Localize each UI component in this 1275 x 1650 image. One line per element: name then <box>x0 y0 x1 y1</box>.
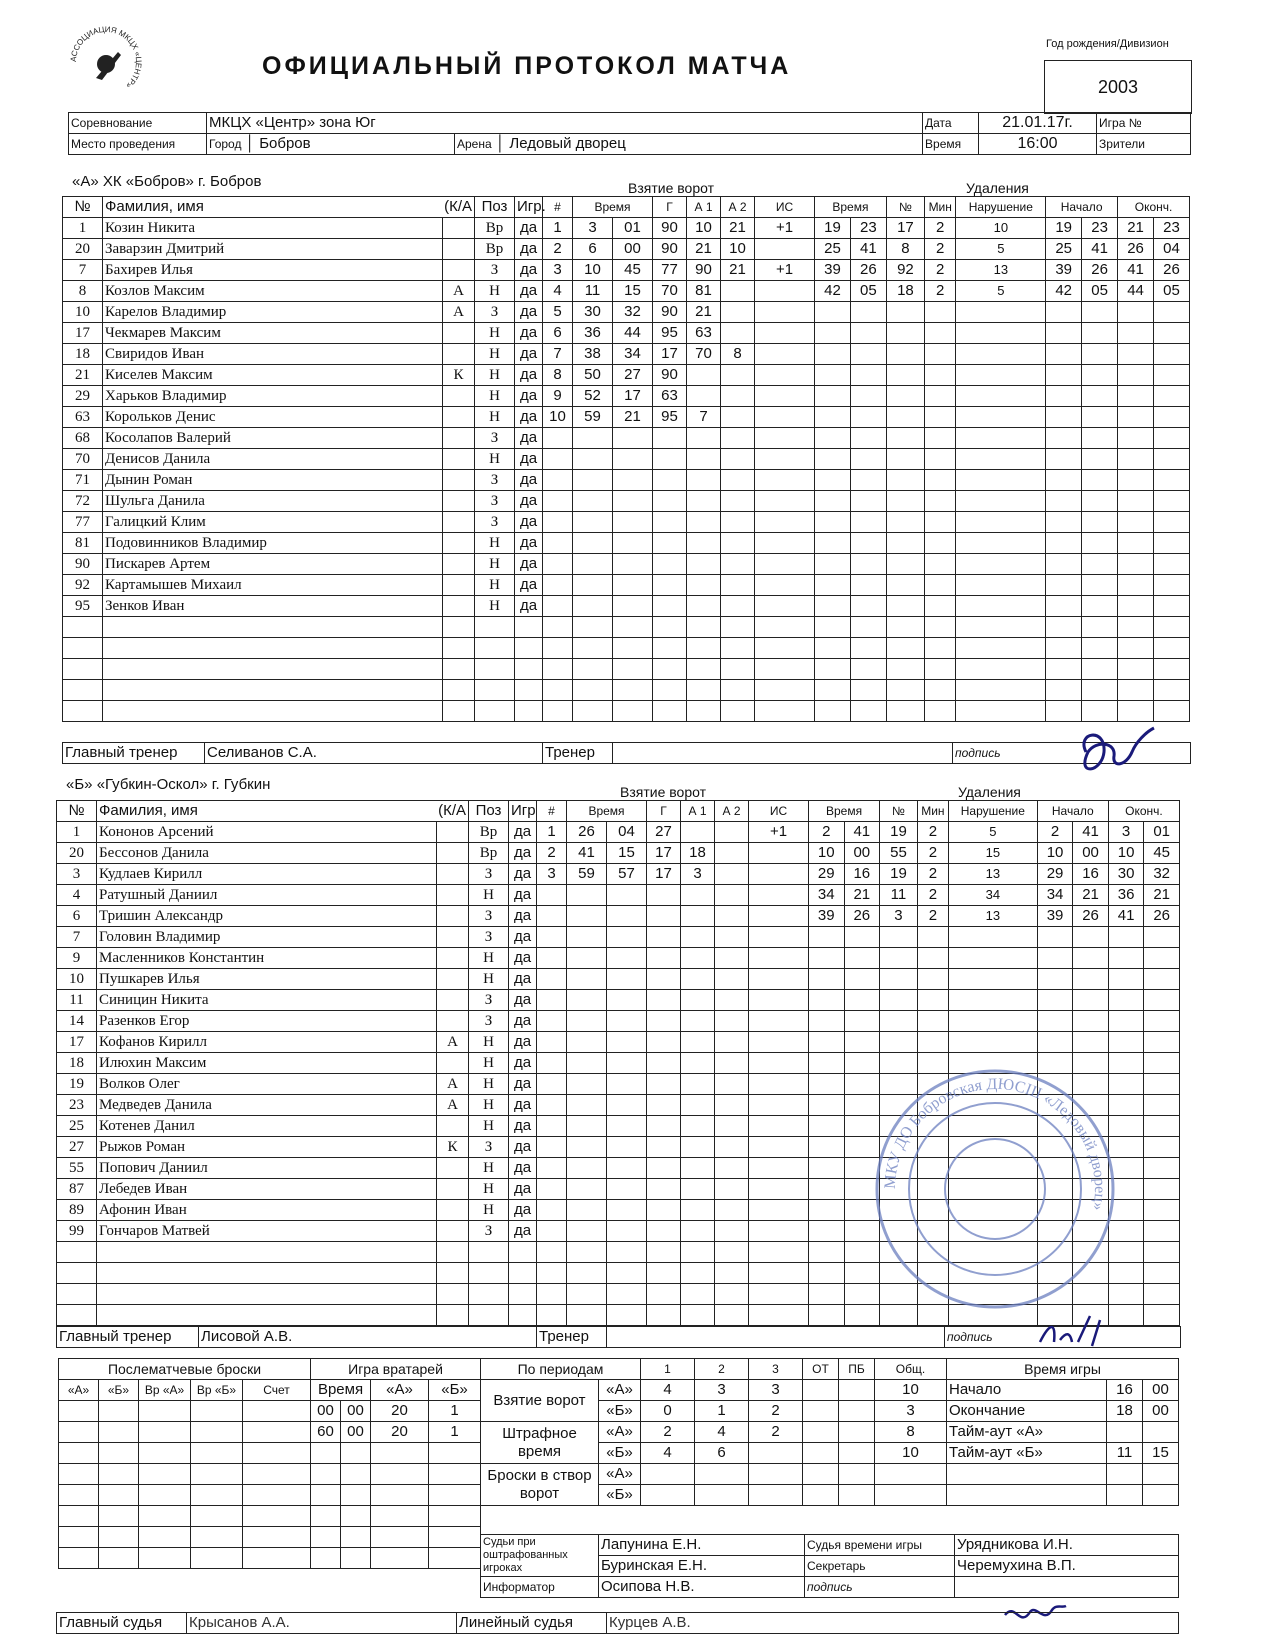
organization-stamp <box>870 1064 1120 1314</box>
secretary-label: Секретарь <box>805 1556 955 1577</box>
team-a-coach-row <box>62 742 1191 764</box>
penalty-row <box>815 470 1190 491</box>
goal-row <box>543 491 815 512</box>
goal-row <box>543 533 815 554</box>
penalty-row <box>815 596 1190 617</box>
goal-row <box>537 1158 809 1179</box>
penalty-row <box>815 302 1190 323</box>
goal-row: 9 52 17 63 <box>543 386 815 407</box>
goal-row: 3 59 57 17 3 <box>537 864 809 885</box>
goal-row <box>537 1053 809 1074</box>
goal-row <box>537 990 809 1011</box>
game-time-table: Время игры Начало 16 00 Окончание 18 00 Тайм-аут «А» Тайм-аут «Б» 11 15 <box>946 1358 1179 1506</box>
penalty-row <box>809 1011 1180 1032</box>
player-row: 6 Тришин Александр З да <box>57 906 537 927</box>
goal-row: 4 11 15 70 81 <box>543 281 815 302</box>
goal-row <box>543 512 815 533</box>
penalty-row <box>809 948 1180 969</box>
penalty-row <box>815 575 1190 596</box>
linesman-value: Курцев А.В. <box>607 1613 1179 1634</box>
player-row: 7 Головин Владимир З да <box>57 927 537 948</box>
year-box <box>1044 60 1192 114</box>
team-b-roster: № Фамилия, имя (К/А Поз Игр 1 Кононов Арсений Вр да 20 Бессонов Данила Вр да 3 Кудлаев Кирилл З да 4 Ратушный Даниил Н да 6 Тришин Александр З да 7 Головин Владимир З да 9 Масленников Константин Н да 10 Пушкарев Илья Н да 11 Синицин Никита З да 14 Разенков Егор З да 17 Кофанов Кирилл А Н да 18 Илюхин Максим Н да 19 Волков Олег А Н да 23 Медведев Данила А Н да 25 Котенев Данил Н да 27 Рыжов Роман К З да 55 Попович Даниил Н да 87 Лебедев Иван Н да 89 Афонин Иван Н да 99 Гончаров Матвей З да <box>56 800 537 1326</box>
player-row: 29 Харьков Владимир Н да <box>63 386 543 407</box>
goal-row: 10 59 21 95 7 <box>543 407 815 428</box>
start-label: Начало <box>947 1380 1107 1401</box>
venue-label: Место проведения <box>69 134 207 155</box>
player-row: 23 Медведев Данила А Н да <box>57 1095 537 1116</box>
penalty-row <box>809 969 1180 990</box>
date-value: 21.01.17г. <box>979 113 1097 134</box>
date-label: Дата <box>923 113 979 134</box>
penalty-judge-2: Буринская Е.Н. <box>599 1556 805 1577</box>
team-b-head-coach: Лисовой А.В. <box>199 1327 537 1348</box>
team-a-title: «А» ХК «Бобров» г. Бобров <box>72 173 262 190</box>
goal-row <box>537 969 809 990</box>
goalie-row: 00 00 20 1 <box>311 1401 481 1422</box>
team-a-penalties: Время № Мин Нарушение Начало Оконч. 19 23 17 2 10 19 23 21 23 25 41 8 2 5 25 41 26 04 39 26 92 2 13 39 26 41 26 42 05 18 2 5 42 05 44 05 <box>814 196 1190 722</box>
goal-row: 2 41 15 17 18 <box>537 843 809 864</box>
goal-row <box>537 1200 809 1221</box>
game-label: Игра № <box>1097 113 1191 134</box>
team-a-goals: # Время Г А 1 А 2 ИС 1 3 01 90 10 21 +1 2 6 00 90 21 10 3 10 45 77 90 21 +1 4 11 15 70 81 5 30 32 90 21 6 36 44 95 63 7 38 34 17 70 8 8 50 27 90 9 52 17 63 10 59 21 95 7 <box>542 196 815 722</box>
player-row: 3 Кудлаев Кирилл З да <box>57 864 537 885</box>
penalty-row: 39 26 92 2 13 39 26 41 26 <box>815 260 1190 281</box>
player-row <box>57 1263 537 1284</box>
team-b-coach-signature <box>1030 1312 1130 1352</box>
penalty-row <box>809 1032 1180 1053</box>
competition-label: Соревнование <box>69 113 207 134</box>
year-label: Год рождения/Дивизион <box>1046 38 1169 50</box>
goal-row <box>537 1032 809 1053</box>
player-row <box>57 1305 537 1326</box>
timekeeper-label: Судья времени игры <box>805 1535 955 1556</box>
goal-row <box>543 575 815 596</box>
referees-table <box>56 1612 1179 1634</box>
player-row <box>63 617 543 638</box>
player-row: 1 Козин Никита Вр да <box>63 218 543 239</box>
player-row <box>63 680 543 701</box>
goal-row <box>537 1284 809 1305</box>
penalty-row <box>815 386 1190 407</box>
penalty-row: 34 21 11 2 34 34 21 36 21 <box>809 885 1180 906</box>
team-a-roster: № Фамилия, имя (К/А Поз Игр. 1 Козин Никита Вр да 20 Заварзин Дмитрий Вр да 7 Бахирев Илья З да 8 Козлов Максим А Н да 10 Карелов Владимир А З да 17 Чекмарев Максим Н да 18 Свиридов Иван Н да 21 Киселев Максим К Н да 29 Харьков Владимир Н да 63 Корольков Денис Н да 68 Косолапов Валерий З да 70 Денисов Данила Н да 71 Дынин Роман З да 72 Шульга Данила З да 77 Галицкий Клим З да 81 Подовинников Владимир Н да 90 Пискарев Артем Н да 92 Картамышев Михаил Н да 95 Зенков Иван Н да <box>62 196 543 722</box>
goalie-row: 60 00 20 1 <box>311 1422 481 1443</box>
arena-value: Ледовый дворец <box>509 135 626 152</box>
penalty-judges-label: Судьи при оштрафованных игроках <box>481 1535 599 1577</box>
end-label: Окончание <box>947 1401 1107 1422</box>
player-row: 90 Пискарев Артем Н да <box>63 554 543 575</box>
player-row: 92 Картамышев Михаил Н да <box>63 575 543 596</box>
player-row: 20 Бессонов Данила Вр да <box>57 843 537 864</box>
team-b-penalties-title: Удаления <box>958 784 1021 800</box>
goal-row: 5 30 32 90 21 <box>543 302 815 323</box>
arena-cell: Арена │ Ледовый дворец <box>455 134 923 155</box>
team-a-penalties-title: Удаления <box>966 180 1029 196</box>
player-row: 10 Карелов Владимир А З да <box>63 302 543 323</box>
name-header: Фамилия, имя (К/А <box>97 801 469 822</box>
informer-value: Осипова Н.В. <box>599 1577 805 1598</box>
goal-row <box>537 1263 809 1284</box>
player-row <box>57 1242 537 1263</box>
goal-row <box>543 470 815 491</box>
association-logo <box>66 22 146 102</box>
secretary-value: Черемухина В.П. <box>955 1556 1179 1577</box>
goalies-table: Игра вратарей Время «А» «Б» 00 00 20 1 60 00 20 1 <box>310 1358 481 1569</box>
goal-row <box>543 596 815 617</box>
head-coach-label: Главный тренер <box>63 743 205 764</box>
goal-row: 3 10 45 77 90 21 +1 <box>543 260 815 281</box>
goal-row <box>537 1011 809 1032</box>
penalty-row: 25 41 8 2 5 25 41 26 04 <box>815 239 1190 260</box>
goal-row <box>537 927 809 948</box>
goal-row: 8 50 27 90 <box>543 365 815 386</box>
penalty-row <box>815 344 1190 365</box>
city-value: Бобров <box>259 135 311 152</box>
player-row: 27 Рыжов Роман К З да <box>57 1137 537 1158</box>
penalty-row <box>809 990 1180 1011</box>
player-row: 63 Корольков Денис Н да <box>63 407 543 428</box>
player-row <box>63 659 543 680</box>
penalty-row <box>815 680 1190 701</box>
player-row: 17 Чекмарев Максим Н да <box>63 323 543 344</box>
timeout-a-label: Тайм-аут «А» <box>947 1422 1107 1443</box>
chief-referee-value: Крысанов А.А. <box>187 1613 457 1634</box>
goal-row <box>543 659 815 680</box>
team-a-coach-value <box>613 743 953 764</box>
player-row: 7 Бахирев Илья З да <box>63 260 543 281</box>
goal-row: 6 36 44 95 63 <box>543 323 815 344</box>
player-row: 55 Попович Даниил Н да <box>57 1158 537 1179</box>
coach-label: Тренер <box>543 743 613 764</box>
player-row: 21 Киселев Максим К Н да <box>63 365 543 386</box>
goal-row <box>537 1137 809 1158</box>
goal-row <box>537 1221 809 1242</box>
goal-row <box>537 906 809 927</box>
penalty-judge-1: Лапунина Е.Н. <box>599 1535 805 1556</box>
goal-row: 1 3 01 90 10 21 +1 <box>543 218 815 239</box>
team-a-goals-title: Взятие ворот <box>628 180 714 196</box>
penalty-row <box>815 554 1190 575</box>
penalty-row: 42 05 18 2 5 42 05 44 05 <box>815 281 1190 302</box>
goal-row: 7 38 34 17 70 8 <box>543 344 815 365</box>
shootout-title: Послематчевые броски <box>59 1359 311 1380</box>
periods-table: По периодам 1 2 3 ОТ ПБ Общ. Взятие ворот «А» 4 3 3 10 «Б» 0 1 2 3 Штрафное время «А» 2 4 2 8 «Б» 4 6 10 Броски в створ ворот «А» «Б» <box>480 1358 947 1506</box>
player-row: 72 Шульга Данила З да <box>63 491 543 512</box>
game-time-title: Время игры <box>947 1359 1179 1380</box>
signature-label: подпись <box>805 1577 955 1598</box>
team-b-coach-value <box>607 1327 945 1348</box>
player-row: 89 Афонин Иван Н да <box>57 1200 537 1221</box>
goal-row <box>537 885 809 906</box>
goal-row <box>537 1074 809 1095</box>
player-row: 17 Кофанов Кирилл А Н да <box>57 1032 537 1053</box>
player-row: 10 Пушкарев Илья Н да <box>57 969 537 990</box>
player-row: 18 Илюхин Максим Н да <box>57 1053 537 1074</box>
player-row <box>63 701 543 722</box>
shootout-table: Послематчевые броски «А» «Б» Вр «А» Вр «Б» Счет <box>58 1358 311 1569</box>
team-a-signature-cell: подпись <box>953 743 1191 764</box>
player-row: 14 Разенков Егор З да <box>57 1011 537 1032</box>
penalty-row: 39 26 3 2 13 39 26 41 26 <box>809 906 1180 927</box>
svg-text:МКУ ДО Бобровская ДЮСШ «Ледовы <box>882 1076 1108 1212</box>
goal-row <box>543 428 815 449</box>
penalty-row <box>815 407 1190 428</box>
timekeeper-value: Урядникова И.Н. <box>955 1535 1179 1556</box>
team-b-title: «Б» «Губкин-Оскол» г. Губкин <box>66 776 271 793</box>
goal-row <box>543 554 815 575</box>
officials-table <box>480 1534 1179 1598</box>
goal-row <box>537 948 809 969</box>
goal-row <box>543 680 815 701</box>
penalty-row <box>815 638 1190 659</box>
timeout-b-label: Тайм-аут «Б» <box>947 1443 1107 1464</box>
player-row: 81 Подовинников Владимир Н да <box>63 533 543 554</box>
player-row: 19 Волков Олег А Н да <box>57 1074 537 1095</box>
team-b-goals: # Время Г А 1 А 2 ИС 1 26 04 27 +1 2 41 15 17 18 3 59 57 17 3 <box>536 800 809 1326</box>
goal-row <box>537 1179 809 1200</box>
player-row: 77 Галицкий Клим З да <box>63 512 543 533</box>
penalty-row <box>815 449 1190 470</box>
penalty-row <box>815 701 1190 722</box>
team-a-head-coach: Селиванов С.А. <box>205 743 543 764</box>
penalty-row <box>815 491 1190 512</box>
player-row: 95 Зенков Иван Н да <box>63 596 543 617</box>
player-row: 71 Дынин Роман З да <box>63 470 543 491</box>
goal-row <box>543 617 815 638</box>
penalty-row <box>815 533 1190 554</box>
chief-referee-label: Главный судья <box>57 1613 187 1634</box>
time-label: Время <box>923 134 979 155</box>
penalty-row <box>815 659 1190 680</box>
informer-label: Информатор <box>481 1577 599 1598</box>
goal-row <box>537 1242 809 1263</box>
player-row <box>57 1284 537 1305</box>
name-header: Фамилия, имя (К/А <box>103 197 475 218</box>
player-row: 87 Лебедев Иван Н да <box>57 1179 537 1200</box>
linesman-label: Линейный судья <box>457 1613 607 1634</box>
player-row: 8 Козлов Максим А Н да <box>63 281 543 302</box>
penalty-row: 29 16 19 2 13 29 16 30 32 <box>809 864 1180 885</box>
penalty-row: 10 00 55 2 15 10 00 10 45 <box>809 843 1180 864</box>
goal-row: 2 6 00 90 21 10 <box>543 239 815 260</box>
team-b-penalties: Время № Мин Нарушение Начало Оконч. 2 41 19 2 5 2 41 3 01 10 00 55 2 15 10 00 10 45 29 16 19 2 13 29 16 30 32 34 21 11 2 34 34 21 36 21 39 26 3 2 13 39 26 41 26 <box>808 800 1180 1326</box>
competition-value: МКЦХ «Центр» зона Юг <box>207 113 923 134</box>
player-row: 99 Гончаров Матвей З да <box>57 1221 537 1242</box>
penalty-row: 2 41 19 2 5 2 41 3 01 <box>809 822 1180 843</box>
player-row: 4 Ратушный Даниил Н да <box>57 885 537 906</box>
player-row: 25 Котенев Данил Н да <box>57 1116 537 1137</box>
stamp-text: МКУ ДО Бобровская ДЮСШ «Ледовый дворец» <box>881 1075 1109 1212</box>
team-b-signature-cell: подпись <box>945 1327 1181 1348</box>
penalty-row <box>815 512 1190 533</box>
head-coach-label: Главный тренер <box>57 1327 199 1348</box>
spectators-label: Зрители <box>1097 134 1191 155</box>
goalies-title: Игра вратарей <box>311 1359 481 1380</box>
penalty-row <box>815 323 1190 344</box>
city-cell: Город │ Бобров <box>207 134 455 155</box>
page-title: ОФИЦИАЛЬНЫЙ ПРОТОКОЛ МАТЧА <box>262 52 792 80</box>
goal-row <box>543 449 815 470</box>
player-row: 18 Свиридов Иван Н да <box>63 344 543 365</box>
year-value: 2003 <box>1097 77 1139 97</box>
goal-row <box>537 1116 809 1137</box>
info-table <box>68 112 1191 155</box>
team-b-goals-title: Взятие ворот <box>620 784 706 800</box>
time-value: 16:00 <box>979 134 1097 155</box>
team-a-coach-signature <box>1066 722 1166 782</box>
team-b-coach-row <box>56 1326 1181 1348</box>
goal-row <box>537 1095 809 1116</box>
player-row: 70 Денисов Данила Н да <box>63 449 543 470</box>
penalty-row: 19 23 17 2 10 19 23 21 23 <box>815 218 1190 239</box>
player-row: 20 Заварзин Дмитрий Вр да <box>63 239 543 260</box>
goal-row <box>543 638 815 659</box>
player-row: 11 Синицин Никита З да <box>57 990 537 1011</box>
player-row: 68 Косолапов Валерий З да <box>63 428 543 449</box>
goal-row <box>537 1305 809 1326</box>
penalty-row <box>809 927 1180 948</box>
penalty-row <box>815 365 1190 386</box>
coach-label: Тренер <box>537 1327 607 1348</box>
goal-row: 1 26 04 27 +1 <box>537 822 809 843</box>
player-row: 9 Масленников Константин Н да <box>57 948 537 969</box>
secretary-signature-cell <box>955 1577 1179 1598</box>
penalty-row <box>815 617 1190 638</box>
goal-row <box>543 701 815 722</box>
logo-text: АССОЦИАЦИЯ МКЦХ «ЦЕНТР» <box>68 24 144 90</box>
penalty-row <box>815 428 1190 449</box>
player-row <box>63 638 543 659</box>
player-row: 1 Кононов Арсений Вр да <box>57 822 537 843</box>
